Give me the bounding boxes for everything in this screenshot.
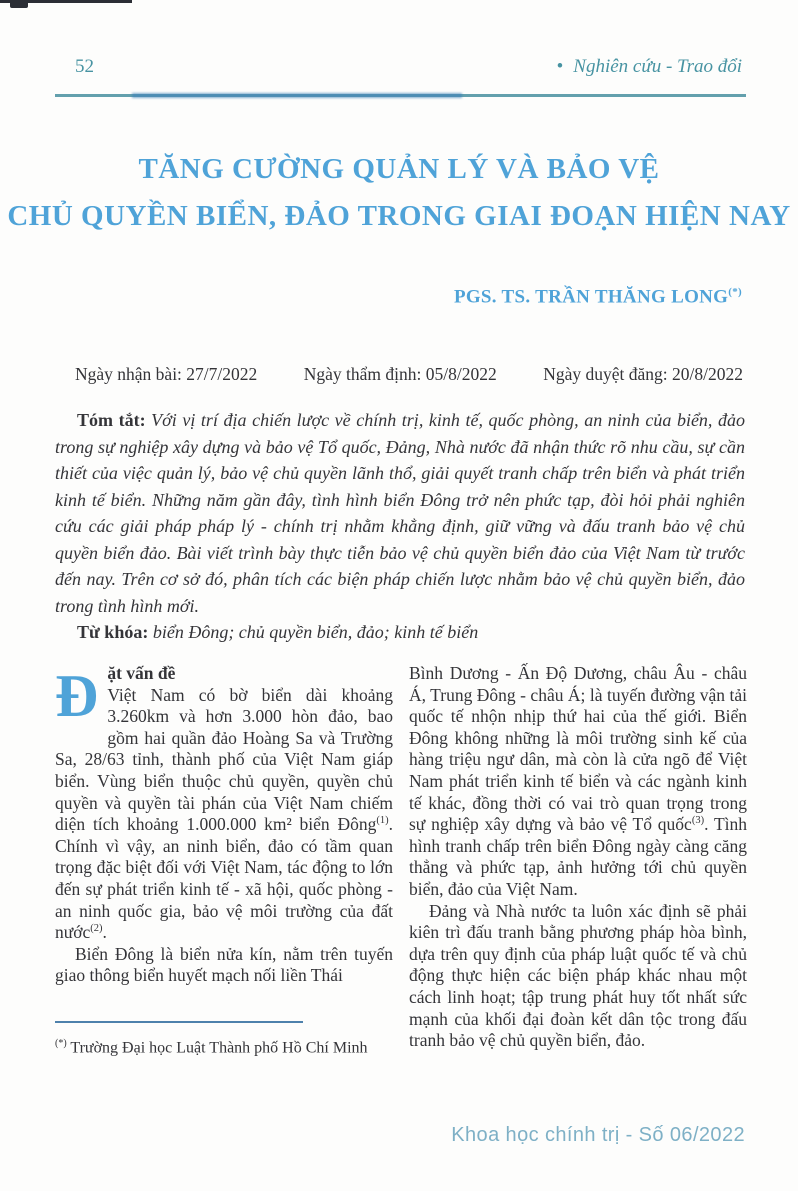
author-line [454,286,742,308]
left-column [55,663,393,1059]
dropcap-letter: Đ [55,663,99,729]
header-rule [55,94,746,97]
article-title [0,146,798,240]
abstract-block [55,407,745,646]
footnote-rule [55,1021,303,1024]
footnote-text [55,1033,393,1059]
left-p1-text-1: Việt Nam có bờ biển dài khoảng 3.260km và hơn 3.000 hòn đảo, bao gồm hai quần đảo Hoàng Sa và Trường Sa, 28/63 tỉnh, thành phố của Việt Nam giáp biển. Vùng biển thuộc chủ quyền, quyền chủ quyền và quyền tài phán của Việt Nam chiếm diện tích khoảng 1.000.000 km² biển Đông [55,684,393,835]
right-p1-text-1: Bình Dương - Ấn Độ Dương, châu Âu - châu Á, Trung Đông - châu Á; là tuyến đường vận tải quốc tế nhộn nhịp thứ hai của thế giới. Biển Đông không những là môi trường sinh kế của hàng triệu ngư dân, mà còn là cửa ngõ để Việt Nam phát triển kinh tế biển và các ngành kinh tế khác, đồng thời có vai trò quan trọng trong sự nghiệp xây dựng và bảo vệ Tổ quốc [409,663,747,835]
article-title-line1: TĂNG CƯỜNG QUẢN LÝ VÀ BẢO VỆ [138,153,660,185]
author-footnote-mark: (*) [728,286,742,298]
footnote-ref-1: (1) [376,815,389,827]
footnote-mark: (*) [55,1038,67,1050]
date-reviewed: Ngày thẩm định: 05/8/2022 [303,364,497,384]
abstract-paragraph [55,407,745,619]
article-title-line2: CHỦ QUYỀN BIỂN, ĐẢO TRONG GIAI ĐOẠN HIỆN NAY [7,200,791,232]
lead-section [55,663,393,944]
date-approved: Ngày duyệt đăng: 20/8/2022 [543,364,743,384]
footnote-ref-2: (2) [90,923,103,935]
left-paragraph-1 [55,685,393,944]
body-columns [55,663,747,1059]
right-p1-text-2: . Tình hình tranh chấp trên biển Đông ngày càng căng thẳng và phức tạp, ảnh hưởng tới chủ quyền biển, đảo của Việt Nam. [409,814,747,899]
scan-artifact-blob [10,1,28,8]
footnote-section [55,1021,393,1059]
page-header [75,56,742,78]
section-heading: ặt vấn đề [107,663,176,683]
left-paragraph-2: Biển Đông là biển nửa kín, nằm trên tuyến giao thông biển huyết mạch nối liền Thái [55,943,393,986]
dates-row [75,364,743,385]
right-paragraph-1 [409,663,747,901]
left-p1-text-2: . Chính vì vậy, an ninh biển, đảo có tầm quan trọng đặc biệt đối với Việt Nam, tác động to lớn đến sự phát triển kinh tế - xã hội, quốc phòng - an ninh quốc gia, bảo vệ môi trường của đất nước [55,814,393,943]
right-column [409,663,747,1059]
section-label [557,56,742,78]
keywords-label: Từ khóa: [77,622,149,642]
date-received: Ngày nhận bài: 27/7/2022 [75,364,258,384]
journal-footer: Khoa học chính trị - Số 06/2022 [451,1124,745,1146]
keywords-paragraph [55,619,745,646]
left-p1-text-3: . [102,922,107,943]
footnote-affiliation: Trường Đại học Luật Thành phố Hồ Chí Minh [66,1039,368,1057]
section-label-text: Nghiên cứu - Trao đổi [573,56,742,77]
abstract-text: Với vị trí địa chiến lược về chính trị, kinh tế, quốc phòng, an ninh của biển, đảo trong sự nghiệp xây dựng và bảo vệ Tổ quốc, Đảng, Nhà nước đã nhận thức rõ nhu cầu, sự cần thiết của việc quản lý, bảo vệ chủ quyền lãnh thổ, giải quyết tranh chấp trên biển và phát triển kinh tế biển. Những năm gần đây, tình hình biển Đông trở nên phức tạp, đòi hỏi phải nghiên cứu các giải pháp pháp lý - chính trị nhằm khẳng định, giữ vững và đấu tranh bảo vệ chủ quyền biển đảo. Bài viết trình bày thực tiễn bảo vệ chủ quyền biển đảo của Việt Nam từ trước đến nay. Trên cơ sở đó, phân tích các biện pháp chiến lược nhằm bảo vệ chủ quyền biển, đảo trong tình hình mới. [55,410,746,616]
page-number: 52 [75,56,94,77]
right-paragraph-2: Đảng và Nhà nước ta luôn xác định sẽ phải kiên trì đấu tranh bằng phương pháp hòa bình, dựa trên quy định của pháp luật quốc tế và chủ động thực hiện các biện pháp khác nhau một cách linh hoạt; tập trung phát huy tốt nhất sức mạnh của khối đại đoàn kết dân tộc trong đấu tranh bảo vệ chủ quyền biển, đảo. [409,900,747,1051]
keywords-text: biển Đông; chủ quyền biển, đảo; kinh tế biển [152,622,479,642]
footnote-ref-3: (3) [691,815,705,827]
scan-artifact-rule-smudge [132,93,462,98]
bullet-icon: • [556,56,564,77]
author-name: PGS. TS. TRẦN THĂNG LONG [453,286,729,308]
abstract-label: Tóm tắt: [77,410,146,430]
